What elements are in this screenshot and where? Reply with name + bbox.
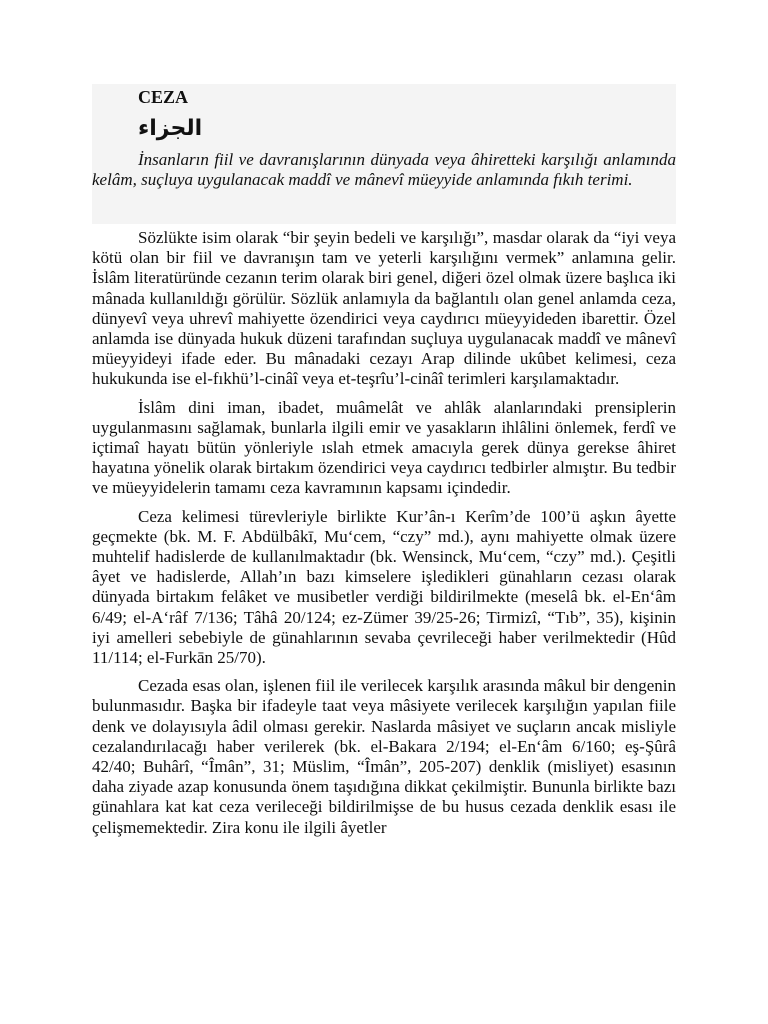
paragraph: İslâm dini iman, ibadet, muâmelât ve ahlâk alanlarındaki prensiplerin uygulanmasını sağlamak, bunlarla ilgili emir ve yasakların ihlâlini önlemek, ferdî ve içtimaî hayatı bütün yönleriyle ıslah etmek amacıyla gerek dünya gerekse âhiret hayatına yönelik olarak birtakım özendirici veya caydırıcı tedbirler almıştır. Bu tedbir ve müeyyidelerin tamamı ceza kavramının kapsamı içindedir. <box>92 397 676 498</box>
entry-title: CEZA <box>138 87 189 107</box>
arabic-title: الجزاء <box>138 116 203 141</box>
document-page <box>92 84 676 846</box>
body-text <box>92 228 676 838</box>
paragraph: Ceza kelimesi türevleriyle birlikte Kur’ân-ı Kerîm’de 100’ü aşkın âyette geçmekte (bk. M. F. Abdülbâkī, Mu‘cem, “czy” md.), aynı mahiyette olmak üzere muhtelif hadislerde de kullanılmaktadır (bk. Wensinck, Mu‘cem, “czy” md.). Çeşitli âyet ve hadislerde, Allah’ın bazı kimselere işledikleri günahların cezası olarak dünyada birtakım felâket ve musibetler verdiği bildirilmekte (meselâ bk. el-En‘âm 6/49; el-A‘râf 7/136; Tâhâ 20/124; ez-Zümer 39/25-26; Tirmizî, “Tıb”, 35), kişinin iyi amelleri sebebiyle de günahlarının sevaba çevrileceği haber verilmektedir (Hûd 11/114; el-Furkān 25/70). <box>92 506 676 668</box>
paragraph: Sözlükte isim olarak “bir şeyin bedeli ve karşılığı”, masdar olarak da “iyi veya kötü olan bir fiil ve davranışın tam ve yeterli karşılığını vermek” anlamına gelir. İslâm literatüründe cezanın terim olarak biri genel, diğeri özel olmak üzere başlıca iki mânada kullanıldığı görülür. Sözlük anlamıyla da bağlantılı olan genel anlamda ceza, dünyevî veya uhrevî mahiyette özendirici veya caydırıcı müeyyideden ibarettir. Özel anlamda ise dünyada hukuk düzeni tarafından suçluya uygulanacak maddî ve mânevî müeyyideyi ifade eder. Bu mânadaki cezayı Arap dilinde ukûbet kelimesi, ceza hukukunda ise el-fıkhü’l-cinâî veya et-teşrîu’l-cinâî terimleri karşılamaktadır. <box>92 228 676 389</box>
entry-definition: İnsanların fiil ve davranışlarının dünyada veya âhiretteki karşılığı anlamında kelâm, suçluya uygulanacak maddî ve mânevî müeyyide anlamında fıkıh terimi. <box>92 150 676 189</box>
paragraph: Cezada esas olan, işlenen fiil ile verilecek karşılık arasında mâkul bir dengenin bulunmasıdır. Başka bir ifadeyle taat veya mâsiyete verilecek karşılığın yapılan fiile denk ve dolayısıyla âdil olması gerekir. Naslarda mâsiyet ve suçların ancak misliyle cezalandırılacağı haber verilerek (bk. el-Bakara 2/194; el-En‘âm 6/160; eş-Şûrâ 42/40; Buhârî, “Îmân”, 31; Müslim, “Îmân”, 205-207) denklik (misliyet) esasının daha ziyade azap konusunda önem taşıdığına dikkat çekilmiştir. Bununla birlikte bazı günahlara kat kat ceza verileceği bildirilmişse de bu husus cezada denklik esası ile çelişmemektedir. Zira konu ile ilgili âyetler <box>92 676 676 837</box>
